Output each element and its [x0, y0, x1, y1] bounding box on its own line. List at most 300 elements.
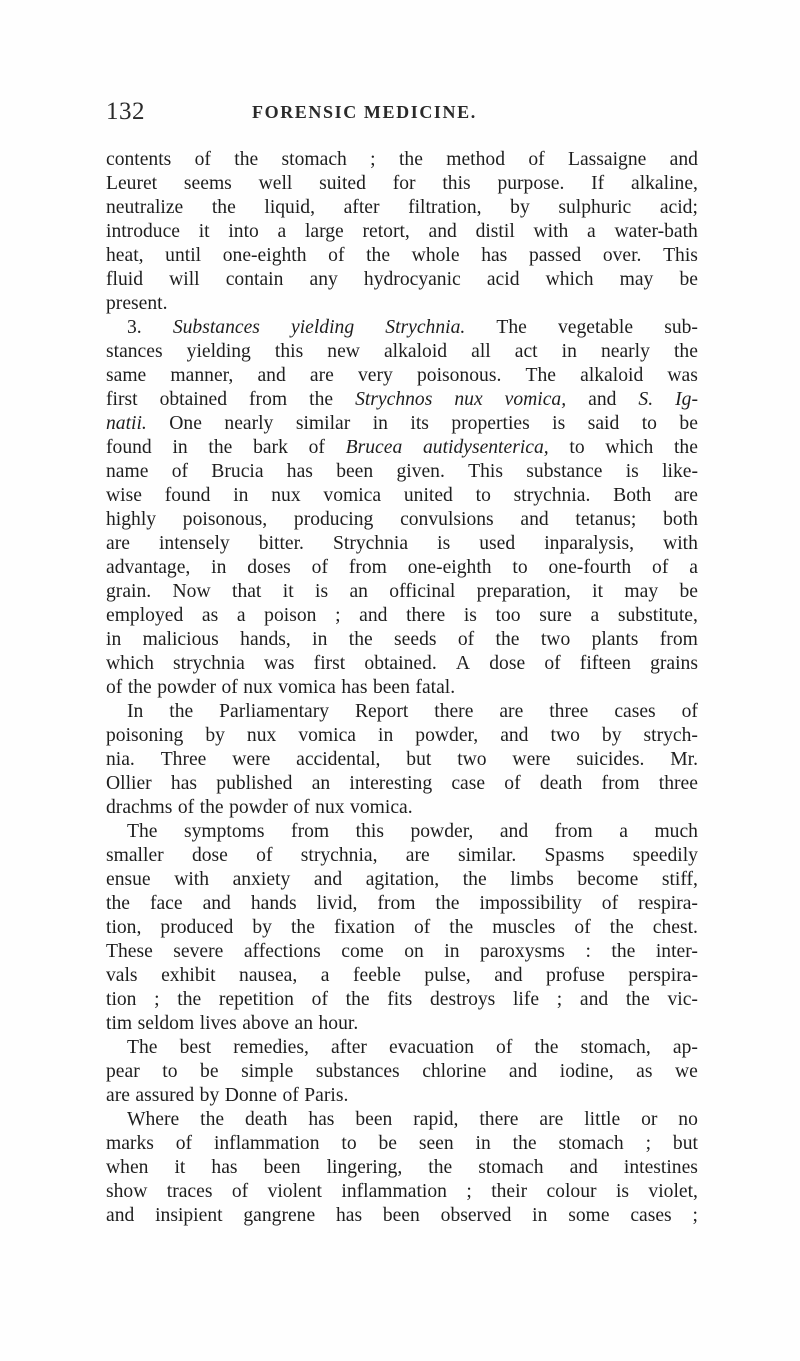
word: substitute, — [617, 605, 698, 626]
word: large — [304, 221, 344, 242]
word: it — [198, 221, 210, 242]
word: been — [372, 677, 410, 698]
word: acid; — [659, 197, 698, 218]
word: are — [674, 485, 698, 506]
word: stiff, — [661, 869, 698, 890]
word: poisonous. — [416, 365, 502, 386]
word: to — [162, 1061, 178, 1082]
word: there — [434, 701, 474, 722]
word: united — [403, 485, 453, 506]
word: which — [106, 653, 154, 674]
word: in — [172, 437, 188, 458]
word: the — [495, 629, 520, 650]
word: produced — [160, 917, 234, 938]
word: substances — [315, 1061, 400, 1082]
text-line — [106, 772, 698, 796]
word: will — [169, 269, 200, 290]
word: employed — [106, 605, 184, 626]
word: seems — [183, 173, 232, 194]
text-line — [106, 748, 698, 772]
word: by — [199, 1085, 220, 1106]
word: the — [309, 389, 334, 410]
word: its — [410, 413, 429, 434]
word: Report — [354, 701, 409, 722]
word: act — [514, 341, 538, 362]
word: a — [236, 605, 246, 626]
word: or — [641, 1109, 658, 1130]
word: ; — [556, 989, 563, 1010]
word: were — [512, 749, 551, 770]
word: alkaline, — [631, 173, 698, 194]
text-line — [106, 196, 698, 220]
word: stances — [106, 341, 163, 362]
text-line — [106, 820, 698, 844]
word: Brucea — [345, 437, 403, 458]
word: preparation, — [476, 581, 571, 602]
word: fixation — [333, 917, 395, 938]
word: when — [106, 1157, 149, 1178]
word: has — [308, 1109, 335, 1130]
text-line — [106, 604, 698, 628]
word: death — [244, 1109, 288, 1130]
word: vomica, — [504, 389, 567, 410]
word: nux — [271, 485, 301, 506]
word: introduce — [106, 221, 180, 242]
word: method — [446, 149, 505, 170]
word: of — [282, 1085, 299, 1106]
word: affections — [243, 941, 321, 962]
word: hydrocyanic — [363, 269, 461, 290]
word: seeds — [394, 629, 437, 650]
word: the — [345, 989, 370, 1010]
word: and — [569, 1157, 598, 1178]
word: this — [274, 341, 304, 362]
word: of — [106, 677, 123, 698]
word: has — [286, 461, 313, 482]
word: for — [392, 173, 416, 194]
word: is — [437, 533, 451, 554]
text-line — [106, 1132, 698, 1156]
word: was — [264, 653, 295, 674]
word: and — [579, 989, 609, 1010]
word: from — [348, 557, 387, 578]
word: and — [359, 605, 388, 626]
word: all — [471, 341, 491, 362]
word: into — [228, 221, 259, 242]
word: until — [165, 245, 202, 266]
word: of — [528, 149, 545, 170]
word: been — [355, 1109, 393, 1130]
word: lives — [199, 1013, 237, 1034]
word: fifteen — [579, 653, 631, 674]
word: fluid — [106, 269, 144, 290]
word: is — [463, 605, 477, 626]
word: little — [584, 1109, 621, 1130]
word: the — [609, 917, 634, 938]
word: of — [328, 245, 345, 266]
word: face — [149, 893, 183, 914]
word: used — [479, 533, 516, 554]
word: strychnia. — [513, 485, 591, 506]
word: the — [673, 437, 698, 458]
word: powder — [229, 797, 288, 818]
word: be — [679, 581, 698, 602]
word: obtained. — [364, 653, 437, 674]
word: said — [587, 413, 620, 434]
word: best — [179, 1037, 212, 1058]
word: purpose. — [497, 173, 565, 194]
word: tetanus; — [575, 509, 637, 530]
word: tion — [106, 989, 137, 1010]
word: case — [451, 773, 486, 794]
word: in — [475, 1133, 491, 1154]
word: stomach — [281, 149, 347, 170]
word: interesting — [349, 773, 433, 794]
word: This — [468, 461, 503, 482]
word: These — [106, 941, 153, 962]
word: destroys — [429, 989, 496, 1010]
word: neutralize — [106, 197, 184, 218]
word: two — [540, 629, 571, 650]
word: their — [491, 1181, 528, 1202]
word: to — [569, 437, 585, 458]
word: contain — [225, 269, 284, 290]
word: powder, — [415, 725, 479, 746]
word: of — [194, 149, 211, 170]
word: whole — [411, 245, 460, 266]
word: Both — [613, 485, 652, 506]
word: become — [577, 869, 639, 890]
word: violet, — [648, 1181, 698, 1202]
word: severe — [173, 941, 224, 962]
word: smaller — [106, 845, 164, 866]
text-line — [106, 172, 698, 196]
word: the — [673, 341, 698, 362]
word: of — [308, 437, 325, 458]
text-line — [106, 556, 698, 580]
word: the — [462, 869, 487, 890]
word: very — [357, 365, 393, 386]
word: ; — [335, 605, 341, 626]
word: In — [127, 701, 144, 722]
word: 3. — [127, 317, 142, 338]
word: contents — [106, 149, 172, 170]
word: ; — [692, 1205, 698, 1226]
text-line — [106, 1204, 698, 1228]
word: A — [455, 653, 471, 674]
word: found — [164, 485, 211, 506]
word: and — [428, 221, 457, 242]
word: similar — [295, 413, 351, 434]
word: Strychnos — [355, 389, 433, 410]
word: first — [313, 653, 346, 674]
word: with — [174, 869, 210, 890]
word: powder, — [410, 821, 474, 842]
word: the — [625, 989, 650, 1010]
word: distil — [475, 221, 515, 242]
word: Donne — [224, 1085, 277, 1106]
word: ap- — [672, 1037, 698, 1058]
word: yielding — [291, 317, 355, 338]
word: the — [449, 917, 474, 938]
word: three — [658, 773, 698, 794]
word: Where — [127, 1109, 180, 1130]
text-line — [106, 148, 698, 172]
word: lingering, — [326, 1157, 403, 1178]
word: ; — [645, 1133, 652, 1154]
word: been — [263, 1157, 301, 1178]
word: pulse, — [424, 965, 471, 986]
word: of — [574, 917, 591, 938]
word: from — [249, 389, 288, 410]
word: dose — [489, 653, 526, 674]
word: a — [590, 605, 600, 626]
word: are — [106, 533, 130, 554]
word: ; — [154, 989, 160, 1010]
word: passed — [528, 245, 582, 266]
word: and — [500, 725, 529, 746]
word: rapid, — [413, 1109, 459, 1130]
word: of — [601, 893, 619, 914]
word: there — [406, 605, 446, 626]
word: to — [475, 485, 491, 506]
word: come — [341, 941, 384, 962]
word: are — [405, 845, 430, 866]
word: nux — [315, 797, 345, 818]
word: accidental, — [296, 749, 381, 770]
word: in — [312, 629, 328, 650]
word: exhibit — [161, 965, 216, 986]
word: drachms — [106, 797, 173, 818]
word: vomica — [278, 677, 336, 698]
word: in — [372, 413, 388, 434]
word: like- — [662, 461, 698, 482]
word: Mr. — [670, 749, 698, 770]
word: and — [494, 965, 523, 986]
word: yielding — [186, 341, 251, 362]
body-text — [106, 148, 698, 1228]
word: assured — [135, 1085, 195, 1106]
word: properties — [451, 413, 530, 434]
word: dose — [191, 845, 228, 866]
word: with — [663, 533, 698, 554]
word: of — [171, 461, 189, 482]
word: name — [106, 461, 149, 482]
word: sulphuric — [558, 197, 632, 218]
word: chlorine — [422, 1061, 487, 1082]
word: by — [205, 725, 225, 746]
word: are — [539, 1109, 564, 1130]
word: and — [508, 1061, 538, 1082]
word: two — [550, 725, 580, 746]
word: and — [257, 365, 286, 386]
text-line — [106, 316, 698, 340]
word: The — [127, 1037, 158, 1058]
word: with — [533, 221, 569, 242]
word: paroxysms — [480, 941, 565, 962]
word: nux — [246, 725, 277, 746]
word: powder — [157, 677, 216, 698]
word: remedies, — [233, 1037, 309, 1058]
word: to — [641, 413, 657, 434]
word: inflammation — [341, 1181, 447, 1202]
word: may — [619, 269, 654, 290]
word: of — [496, 1037, 513, 1058]
word: the — [366, 245, 391, 266]
word: vic- — [667, 989, 698, 1010]
word: in — [211, 557, 227, 578]
word: first — [106, 389, 138, 410]
word: hour. — [318, 1013, 359, 1034]
word: of — [177, 797, 195, 818]
word: vomica — [323, 485, 382, 506]
word: a — [689, 557, 698, 578]
text-line — [106, 412, 698, 436]
text-line — [106, 652, 698, 676]
word: is — [625, 461, 639, 482]
text-line — [106, 532, 698, 556]
text-line — [106, 628, 698, 652]
word: muscles — [492, 917, 556, 938]
word: it — [282, 581, 294, 602]
word: nausea, — [239, 965, 298, 986]
word: repetition — [218, 989, 294, 1010]
word: some — [568, 1205, 610, 1226]
word: sub- — [664, 317, 698, 338]
word: same — [106, 365, 147, 386]
word: seen — [418, 1133, 454, 1154]
word: on — [404, 941, 424, 962]
word: Spasms — [544, 845, 605, 866]
word: two — [457, 749, 487, 770]
word: to — [341, 1133, 357, 1154]
text-line — [106, 388, 698, 412]
word: is — [615, 1181, 630, 1202]
word: and — [588, 389, 617, 410]
word: retort, — [362, 221, 410, 242]
text-line — [106, 484, 698, 508]
word: poisoning — [106, 725, 184, 746]
word: Brucia — [211, 461, 264, 482]
word: Parliamentary — [219, 701, 330, 722]
word: hands, — [240, 629, 291, 650]
word: the — [611, 941, 636, 962]
word: Paris. — [304, 1085, 349, 1106]
word: observed — [440, 1205, 512, 1226]
text-line — [106, 1036, 698, 1060]
word: of — [652, 557, 669, 578]
word: limbs — [510, 869, 554, 890]
word: ; — [370, 149, 376, 170]
word: the — [348, 629, 373, 650]
word: may — [624, 581, 659, 602]
word: cases — [614, 701, 656, 722]
word: we — [675, 1061, 698, 1082]
word: found — [106, 437, 152, 458]
text-line — [106, 676, 698, 700]
word: has — [170, 773, 198, 794]
word: an — [294, 1013, 313, 1034]
word: manner, — [170, 365, 234, 386]
word: filtration, — [408, 197, 482, 218]
word: seldom — [137, 1013, 195, 1034]
word: livid, — [316, 893, 358, 914]
running-head — [106, 98, 698, 128]
word: S. — [638, 389, 654, 410]
text-line — [106, 1156, 698, 1180]
running-title: FORENSIC MEDICINE. — [252, 102, 477, 122]
word: be — [679, 269, 698, 290]
text-line — [106, 1108, 698, 1132]
word: violent — [267, 1181, 322, 1202]
word: any — [309, 269, 338, 290]
word: vomica. — [350, 797, 413, 818]
text-line — [106, 508, 698, 532]
word: of — [256, 845, 273, 866]
text-line — [106, 1060, 698, 1084]
word: convulsions — [400, 509, 494, 530]
word: be — [200, 1061, 219, 1082]
word: grains — [650, 653, 698, 674]
word: fits — [387, 989, 413, 1010]
word: tion, — [106, 917, 142, 938]
word: been — [336, 461, 374, 482]
word: after — [331, 1037, 367, 1058]
word: chest. — [652, 917, 698, 938]
word: : — [585, 941, 591, 962]
word: the — [200, 1109, 225, 1130]
word: Ig- — [675, 389, 698, 410]
word: suited — [319, 173, 366, 194]
word: The — [127, 821, 158, 842]
text-line — [106, 700, 698, 724]
word: stomach — [478, 1157, 544, 1178]
word: inter- — [655, 941, 698, 962]
word: If — [591, 173, 605, 194]
word: alkaloid — [383, 341, 448, 362]
word: officinal — [389, 581, 456, 602]
word: well — [258, 173, 293, 194]
text-line — [106, 988, 698, 1012]
word: doses — [247, 557, 291, 578]
word: fatal. — [415, 677, 456, 698]
word: the — [512, 1133, 537, 1154]
text-line — [106, 220, 698, 244]
word: symptoms — [183, 821, 265, 842]
word: and — [499, 821, 529, 842]
word: Substances — [172, 317, 260, 338]
word: after — [343, 197, 380, 218]
word: in — [561, 341, 577, 362]
word: bitter. — [258, 533, 304, 554]
word: too — [495, 605, 521, 626]
word: and — [520, 509, 549, 530]
text-line — [106, 796, 698, 820]
word: from — [601, 773, 640, 794]
word: one-eighth — [407, 557, 492, 578]
word: water-bath — [614, 221, 698, 242]
word: has — [211, 1157, 238, 1178]
text-line — [106, 892, 698, 916]
word: Now — [172, 581, 211, 602]
word: been — [382, 1205, 420, 1226]
word: Strychnia. — [385, 317, 466, 338]
word: from — [291, 821, 330, 842]
word: substance — [526, 461, 603, 482]
word: pear — [106, 1061, 140, 1082]
word: from — [377, 893, 416, 914]
word: is — [552, 413, 566, 434]
